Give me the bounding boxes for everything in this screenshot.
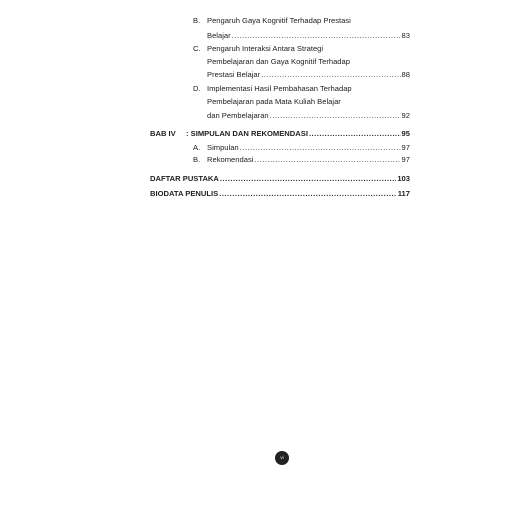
page-number-badge: vi: [275, 451, 289, 465]
chapter-title-bab-iv: : SIMPULAN DAN REKOMENDASI: [186, 129, 308, 138]
toc-entry-b-line2: Belajar: [207, 31, 231, 40]
chapter-label-bab-iv: BAB IV: [150, 129, 176, 138]
toc-page-rekomendasi: 97: [401, 155, 410, 164]
toc-entry-daftar-pustaka[interactable]: [150, 174, 410, 184]
toc-letter-b: B.: [193, 16, 201, 25]
toc-entry-rekomendasi[interactable]: [207, 155, 410, 165]
toc-letter-d: D.: [193, 84, 201, 93]
dot-leader: [220, 174, 396, 184]
toc-title-rekomendasi: Rekomendasi: [207, 155, 254, 164]
toc-entry-c[interactable]: [207, 70, 410, 80]
toc-letter-b4: B.: [193, 155, 201, 164]
toc-entry-d-line3: dan Pembelajaran: [207, 111, 269, 120]
toc-entry-d-line2: Pembelajaran pada Mata Kuliah Belajar: [207, 97, 341, 106]
toc-page-b: 83: [401, 31, 410, 40]
toc-entry-simpulan[interactable]: [207, 143, 410, 153]
dot-leader: [254, 155, 400, 165]
dot-leader: [219, 189, 397, 199]
toc-title-biodata-penulis: BIODATA PENULIS: [150, 189, 219, 198]
toc-page-c: 88: [401, 70, 410, 79]
dot-leader: [240, 143, 401, 153]
toc-entry-b-line1: Pengaruh Gaya Kognitif Terhadap Prestasi: [207, 16, 351, 25]
toc-letter-a4: A.: [193, 143, 201, 152]
toc-letter-c: C.: [193, 44, 201, 53]
toc-entry-c-line1: Pengaruh Interaksi Antara Strategi: [207, 44, 324, 53]
toc-page-bab-iv: 95: [401, 129, 410, 138]
toc-page-simpulan: 97: [401, 143, 410, 152]
toc-page-daftar-pustaka: 103: [397, 174, 410, 183]
toc-entry-b[interactable]: [207, 31, 410, 41]
dot-leader: [261, 70, 400, 80]
toc-entry-c-line3: Prestasi Belajar: [207, 70, 261, 79]
toc-entry-bab-iv[interactable]: [186, 129, 410, 139]
toc-entry-biodata-penulis[interactable]: [150, 189, 410, 199]
toc-entry-d-line1: Implementasi Hasil Pembahasan Terhadap: [207, 84, 352, 93]
toc-page-biodata-penulis: 117: [397, 189, 410, 198]
dot-leader: [232, 31, 401, 41]
dot-leader: [270, 111, 401, 121]
toc-title-daftar-pustaka: DAFTAR PUSTAKA: [150, 174, 219, 183]
toc-title-simpulan: Simpulan: [207, 143, 239, 152]
dot-leader: [309, 129, 401, 139]
toc-entry-c-line2: Pembelajaran dan Gaya Kognitif Terhadap: [207, 57, 350, 66]
toc-entry-d[interactable]: [207, 111, 410, 121]
toc-page-d: 92: [401, 111, 410, 120]
